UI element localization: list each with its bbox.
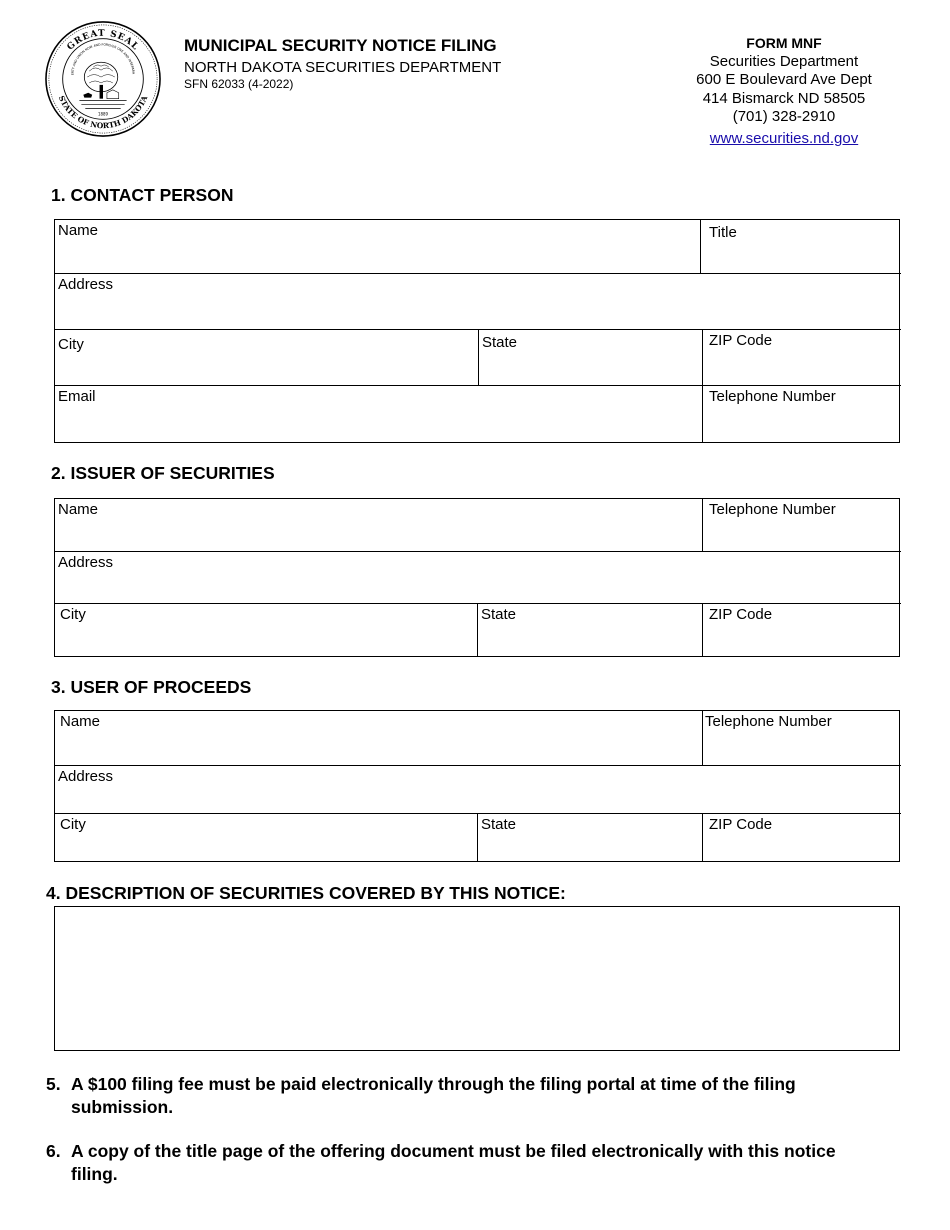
issuer-state-cell xyxy=(477,603,702,656)
note-5-text: A $100 filing fee must be paid electronically through the filing portal at time of the filing submission. xyxy=(71,1074,796,1117)
user-address-cell xyxy=(55,765,901,813)
office-name: Securities Department xyxy=(709,52,859,70)
contact-address-label: Address xyxy=(58,276,114,293)
state-seal-image xyxy=(44,20,162,138)
contact-zip-cell xyxy=(702,329,901,385)
section-4-heading: 4. DESCRIPTION OF SECURITIES COVERED BY THIS NOTICE: xyxy=(46,883,566,903)
issuer-address-label: Address xyxy=(58,554,114,571)
issuer-name-label: Name xyxy=(58,501,99,518)
user-zip-input[interactable] xyxy=(703,836,901,861)
contact-state-cell xyxy=(478,329,702,385)
form-title: MUNICIPAL SECURITY NOTICE FILING xyxy=(184,36,497,55)
form-number: SFN 62033 (4-2022) xyxy=(184,77,294,91)
description-box xyxy=(54,906,900,1051)
user-telephone-input[interactable] xyxy=(703,733,901,765)
section-3-heading: 3. USER OF PROCEEDS xyxy=(51,677,252,697)
issuer-state-label: State xyxy=(481,606,517,623)
contact-city-input[interactable] xyxy=(55,352,478,385)
contact-telephone-cell xyxy=(702,385,901,442)
user-of-proceeds-table xyxy=(54,710,900,862)
user-state-cell xyxy=(477,813,702,861)
user-telephone-cell xyxy=(702,711,901,765)
note-title-page xyxy=(46,1140,876,1188)
issuer-zip-cell xyxy=(702,603,901,656)
website-link[interactable]: www.securities.nd.gov xyxy=(709,129,859,147)
contact-name-input[interactable] xyxy=(55,242,700,273)
user-address-input[interactable] xyxy=(55,788,901,813)
user-telephone-label: Telephone Number xyxy=(705,713,832,730)
contact-email-cell xyxy=(55,385,702,442)
issuer-city-input[interactable] xyxy=(55,626,477,656)
contact-title-input[interactable] xyxy=(701,242,901,273)
user-state-input[interactable] xyxy=(478,836,702,861)
issuer-address-input[interactable] xyxy=(55,574,901,603)
note-6-number: 6. xyxy=(46,1141,61,1161)
issuer-telephone-label: Telephone Number xyxy=(709,501,836,518)
contact-zip-input[interactable] xyxy=(703,352,901,385)
address-line-2: 414 Bismarck ND 58505 xyxy=(702,89,866,107)
contact-state-label: State xyxy=(482,334,518,351)
issuer-name-input[interactable] xyxy=(55,521,702,551)
contact-address-cell xyxy=(55,273,901,329)
seal-bottom-text: STATE OF NORTH DAKOTA xyxy=(56,94,150,131)
user-address-label: Address xyxy=(58,768,114,785)
contact-telephone-input[interactable] xyxy=(703,408,901,442)
contact-title-cell xyxy=(700,220,901,273)
contact-city-cell xyxy=(55,329,478,385)
seal-date: 1889 xyxy=(98,111,108,117)
contact-person-table xyxy=(54,219,900,443)
note-5-number: 5. xyxy=(46,1074,61,1094)
user-zip-cell xyxy=(702,813,901,861)
issuer-name-cell xyxy=(55,499,702,551)
user-name-label: Name xyxy=(60,713,101,730)
contact-email-input[interactable] xyxy=(55,408,702,442)
issuer-zip-input[interactable] xyxy=(703,626,901,656)
issuer-telephone-input[interactable] xyxy=(703,521,901,551)
contact-city-label: City xyxy=(58,336,84,353)
section-1-heading: 1. CONTACT PERSON xyxy=(51,185,234,205)
contact-telephone-label: Telephone Number xyxy=(709,388,836,405)
note-filing-fee xyxy=(46,1073,876,1121)
description-textarea[interactable] xyxy=(55,907,899,1050)
seal-inner-text: ERTY AND UNION NOW AND FOREVER ONE AND INSEPARA xyxy=(70,42,136,76)
contact-name-cell xyxy=(55,220,700,273)
user-state-label: State xyxy=(481,816,517,833)
issuer-address-cell xyxy=(55,551,901,603)
issuer-telephone-cell xyxy=(702,499,901,551)
user-city-cell xyxy=(55,813,477,861)
issuer-state-input[interactable] xyxy=(478,626,702,656)
issuer-city-cell xyxy=(55,603,477,656)
address-line-1: 600 E Boulevard Ave Dept xyxy=(696,71,872,88)
issuer-table xyxy=(54,498,900,657)
user-name-cell xyxy=(55,711,702,765)
issuer-city-label: City xyxy=(60,606,86,623)
contact-state-input[interactable] xyxy=(479,352,702,385)
phone-number: (701) 328-2910 xyxy=(732,108,836,125)
contact-name-label: Name xyxy=(58,222,99,239)
contact-title-label: Title xyxy=(709,224,737,241)
note-6-text: A copy of the title page of the offering document must be filed electronically with this notice filing. xyxy=(71,1141,836,1184)
department-name: NORTH DAKOTA SECURITIES DEPARTMENT xyxy=(184,59,502,76)
form-id: FORM MNF xyxy=(746,35,822,51)
section-2-heading: 2. ISSUER OF SECURITIES xyxy=(51,463,275,483)
issuer-zip-label: ZIP Code xyxy=(709,606,773,623)
contact-email-label: Email xyxy=(58,388,96,405)
user-city-input[interactable] xyxy=(55,836,477,861)
seal-top-text: GREAT SEAL xyxy=(65,28,141,53)
user-zip-label: ZIP Code xyxy=(709,816,773,833)
user-city-label: City xyxy=(60,816,86,833)
contact-address-input[interactable] xyxy=(55,296,901,329)
user-name-input[interactable] xyxy=(55,733,702,765)
department-address-block xyxy=(682,34,886,148)
contact-zip-label: ZIP Code xyxy=(709,332,773,349)
